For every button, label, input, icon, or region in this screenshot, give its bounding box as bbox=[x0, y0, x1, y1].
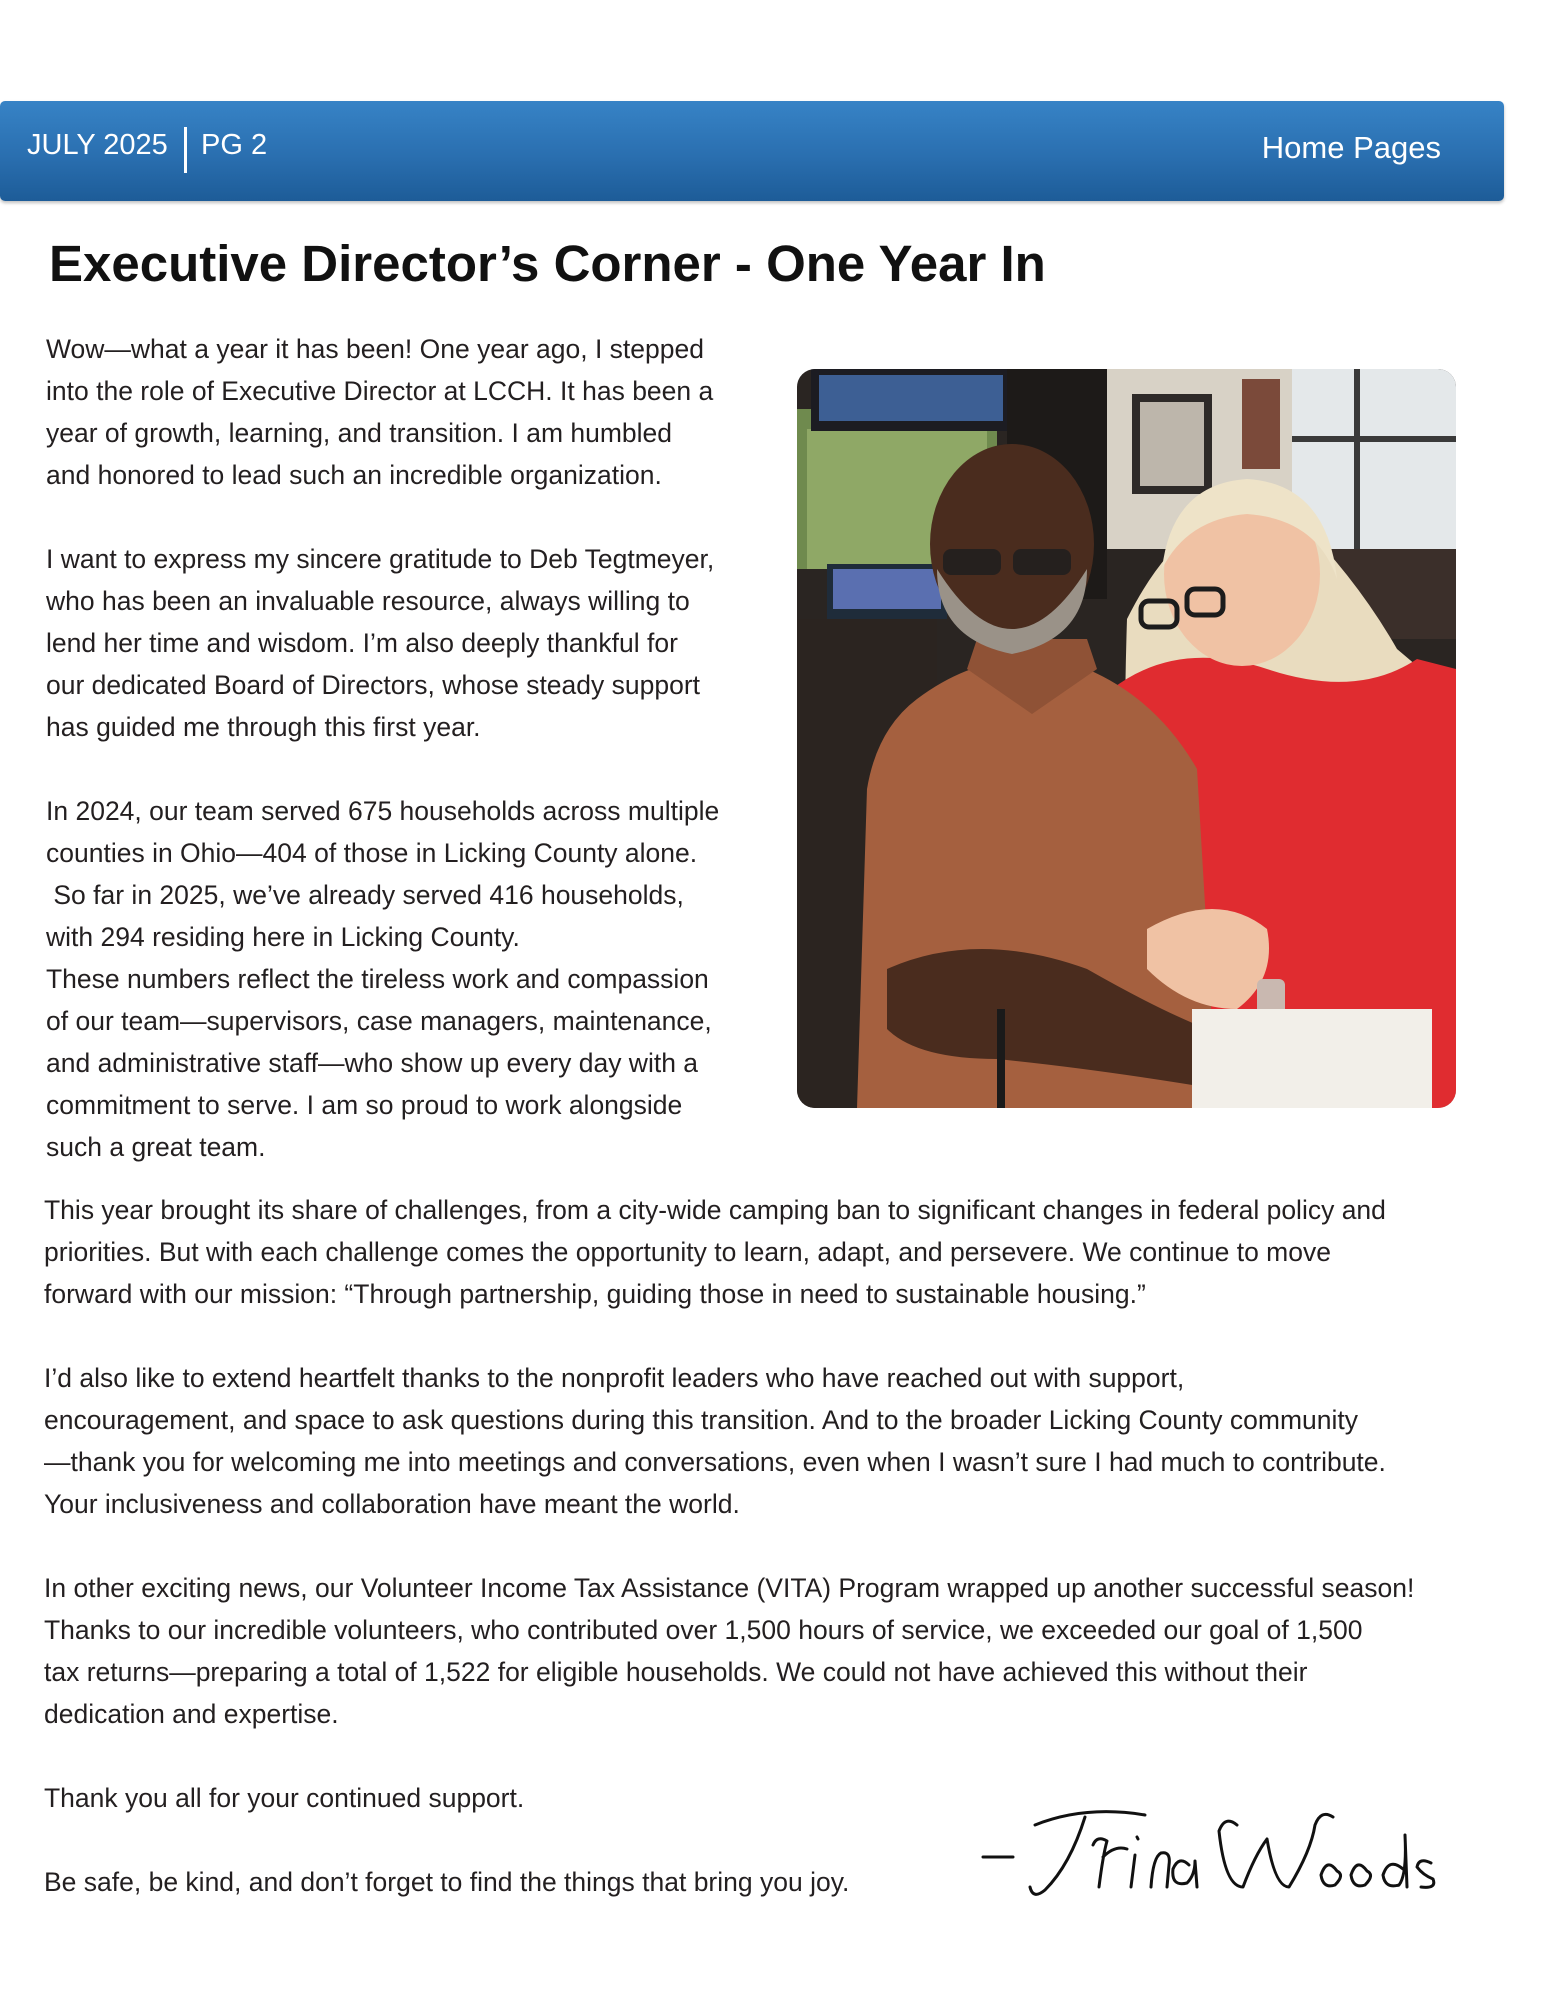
text-line: In other exciting news, our Volunteer Income Tax Assistance (VITA) Program wrapped up another successful season! bbox=[44, 1573, 1415, 1603]
signature-graphic bbox=[975, 1795, 1475, 1910]
text-line: Thanks to our incredible volunteers, who contributed over 1,500 hours of service, we exceeded our goal of 1,500 bbox=[44, 1615, 1363, 1645]
text-line: I’d also like to extend heartfelt thanks to the nonprofit leaders who have reached out with support, bbox=[44, 1363, 1185, 1393]
text-line: such a great team. bbox=[46, 1132, 266, 1162]
text-line: of our team—supervisors, case managers, maintenance, bbox=[46, 1006, 712, 1036]
text-line: priorities. But with each challenge comes the opportunity to learn, adapt, and persevere. We continue to move bbox=[44, 1237, 1331, 1267]
photo-illustration bbox=[797, 369, 1456, 1108]
paragraph bbox=[44, 1567, 1519, 1735]
text-line: commitment to serve. I am so proud to work alongside bbox=[46, 1090, 683, 1120]
paragraph bbox=[46, 790, 786, 1168]
paragraph bbox=[44, 1357, 1519, 1525]
text-line: In 2024, our team served 675 households across multiple bbox=[46, 796, 720, 826]
text-line: into the role of Executive Director at LCCH. It has been a bbox=[46, 376, 714, 406]
page-title: Executive Director’s Corner - One Year In bbox=[49, 235, 1046, 292]
header-divider bbox=[184, 127, 187, 173]
signature bbox=[975, 1795, 1475, 1910]
text-line: forward with our mission: “Through partnership, guiding those in need to sustainable housing.” bbox=[44, 1279, 1146, 1309]
text-line: dedication and expertise. bbox=[44, 1699, 339, 1729]
paragraph bbox=[44, 1189, 1519, 1315]
text-line: year of growth, learning, and transition. I am humbled bbox=[46, 418, 673, 448]
section-name: Home Pages bbox=[1261, 130, 1441, 165]
text-line: who has been an invaluable resource, always willing to bbox=[46, 586, 690, 616]
text-line: our dedicated Board of Directors, whose steady support bbox=[46, 670, 701, 700]
text-line: lend her time and wisdom. I’m also deeply thankful for bbox=[46, 628, 678, 658]
issue-date: JULY 2025 bbox=[27, 129, 168, 161]
text-line: Thank you all for your continued support. bbox=[44, 1783, 525, 1813]
text-line: These numbers reflect the tireless work and compassion bbox=[46, 964, 709, 994]
text-line: Be safe, be kind, and don’t forget to find the things that bring you joy. bbox=[44, 1867, 850, 1897]
article-column-left bbox=[46, 328, 786, 1168]
text-line: and administrative staff—who show up every day with a bbox=[46, 1048, 699, 1078]
text-line: I want to express my sincere gratitude to Deb Tegtmeyer, bbox=[46, 544, 715, 574]
director-photo bbox=[797, 369, 1456, 1108]
header-bar bbox=[0, 101, 1504, 201]
text-line: tax returns—preparing a total of 1,522 for eligible households. We could not have achieved this without their bbox=[44, 1657, 1308, 1687]
text-line: Wow—what a year it has been! One year ago, I stepped bbox=[46, 334, 704, 364]
text-line: has guided me through this first year. bbox=[46, 712, 481, 742]
text-line: and honored to lead such an incredible organization. bbox=[46, 460, 662, 490]
page-number: PG 2 bbox=[201, 129, 268, 161]
text-line: with 294 residing here in Licking County. bbox=[46, 922, 520, 952]
paragraph bbox=[46, 328, 786, 496]
paragraph bbox=[46, 538, 786, 748]
text-line: So far in 2025, we’ve already served 416 households, bbox=[46, 880, 684, 910]
text-line: Your inclusiveness and collaboration have meant the world. bbox=[44, 1489, 740, 1519]
text-line: counties in Ohio—404 of those in Licking County alone. bbox=[46, 838, 698, 868]
text-line: This year brought its share of challenges, from a city-wide camping ban to significant changes in federal policy and bbox=[44, 1195, 1386, 1225]
text-line: —thank you for welcoming me into meetings and conversations, even when I wasn’t sure I had much to contribute. bbox=[44, 1447, 1386, 1477]
text-line: encouragement, and space to ask questions during this transition. And to the broader Licking County community bbox=[44, 1405, 1358, 1435]
